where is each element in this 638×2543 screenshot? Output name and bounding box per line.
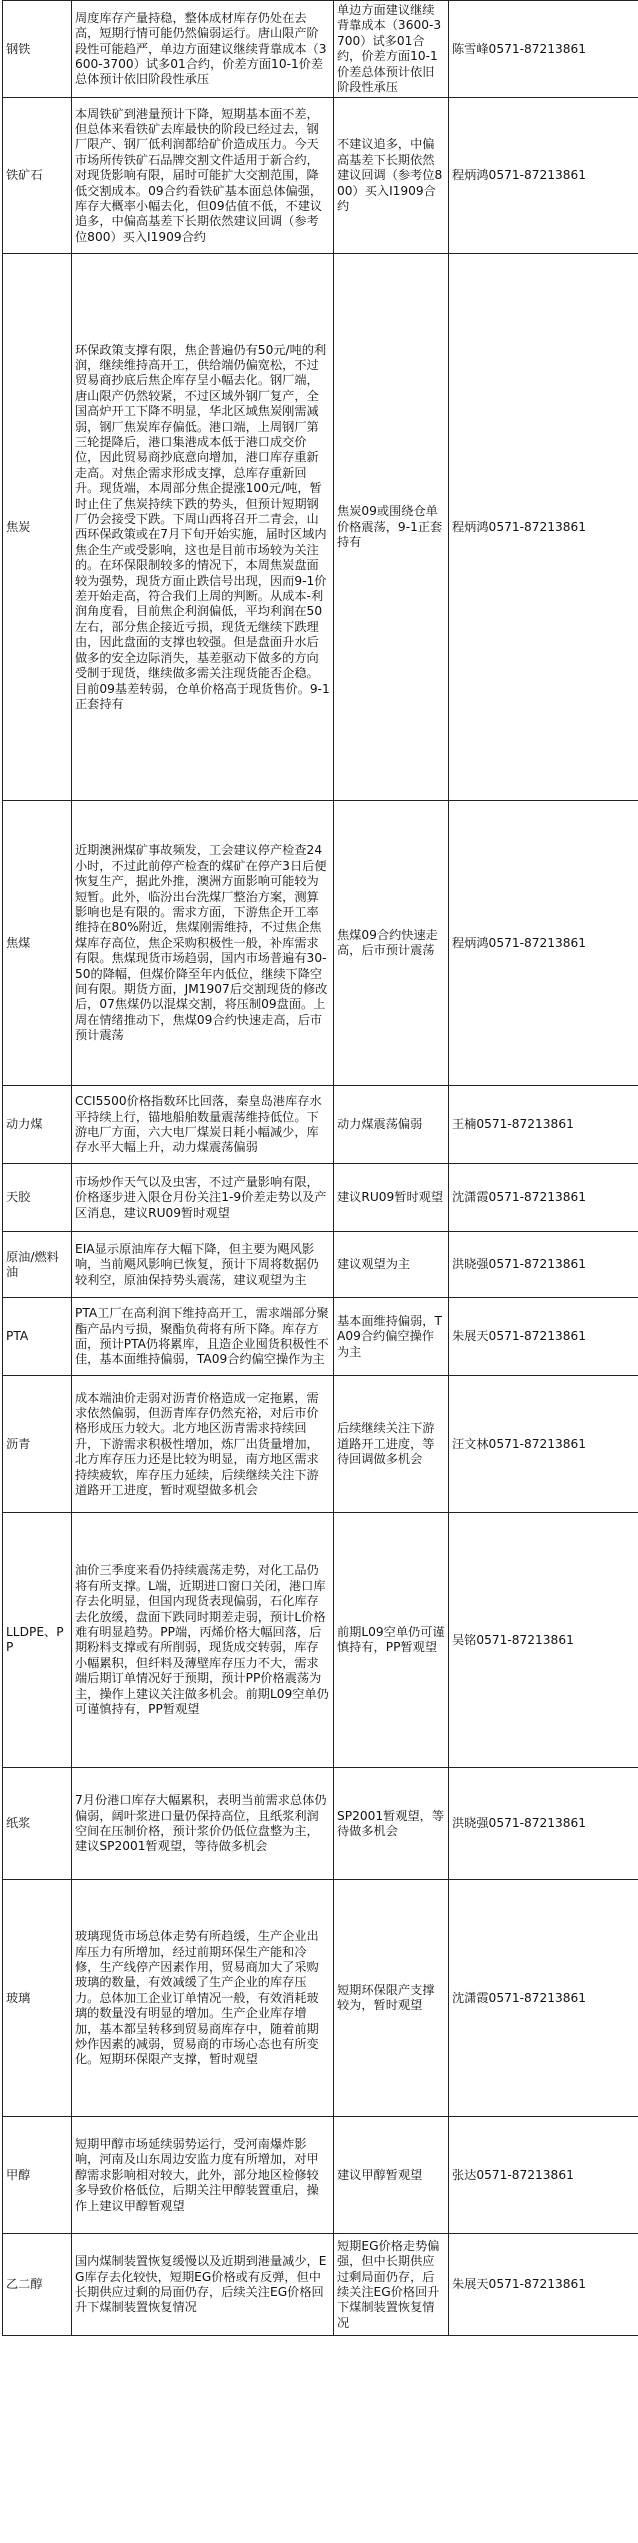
table-row [3, 1, 638, 98]
analyst-cell: 程炳鸿0571-87213861 [449, 254, 638, 801]
table-row [3, 1232, 638, 1298]
strategy-table [2, 0, 638, 2336]
analyst-cell: 吴铭0571-87213861 [449, 1513, 638, 1768]
strategy-cell: 短期EG价格走势偏强，但中长期供应过剩局面仍存，后续关注EG价格回升下煤制装置恢复情况 [334, 2234, 449, 2336]
analysis-cell: 油价三季度来看仍持续震荡走势，对化工品仍将有所支撑。L端，近期进口窗口关闭，港口库存去化明显，但国内现货表现偏弱，石化库存去化放缓，盘面下跌同时期差走弱，预计L价格难有明显趋势。PP端，丙烯价格大幅回落，后期粉料支撑或有所削弱，现货成交转弱，库存小幅累积，但纤料及薄壁库存压力不大，需求端后期订单情况好于预期，预计PP价格震荡为主，操作上建议关注做多机会。前期L09空单仍可谨慎持有，PP暂观望 [72, 1513, 334, 1768]
commodity-cell: 铁矿石 [3, 98, 72, 254]
analyst-cell: 张达0571-87213861 [449, 2117, 638, 2234]
strategy-cell: 焦煤09合约快速走高，后市预计震荡 [334, 801, 449, 1086]
analyst-cell: 朱展天0571-87213861 [449, 2234, 638, 2336]
table-row [3, 1376, 638, 1513]
commodity-cell: PTA [3, 1298, 72, 1376]
analysis-cell: 环保政策支撑有限，焦企普遍仍有50元/吨的利润，继续维持高开工，供给端仍偏宽松，不过贸易商抄底后焦企库存呈小幅去化。钢厂端，唐山限产仍然较紧，不过区域外钢厂复产，全国高炉开工下降不明显，华北区域焦炭刚需减弱，钢厂焦炭库存偏低。港口端，上周钢厂第三轮提降后，港口集港成本低于港口成交价位，因此贸易商抄底意向增加，港口库存重新走高。对焦企需求形成支撑，总库存重新回升。现货端，本周部分焦企提涨100元/吨，暂时止住了焦炭持续下跌的势头，但预计短期钢厂仍会接受下跌。下周山西将召开二青会，山西环保政策或在7月下旬开始实施，届时区域内焦企生产或受影响，这也是目前市场较为关注的。在环保限制较多的情况下，本周焦炭盘面较为强势，现货方面止跌信号出现，因而9-1价差开始走高，符合我们上周的判断。从成本-利润角度看，目前焦企利润偏低，平均利润在50左右，部分焦企接近亏损，现货无继续下跌理由，因此盘面的支撑也较强。但是盘面升水后做多的安全边际消失，基差驱动下做多的方向受制于现货，继续做多需关注现货能否企稳。目前09基差转弱，仓单价格高于现货售价。9-1正套持有 [72, 254, 334, 801]
strategy-cell: 单边方面建议继续背靠成本（3600-3700）试多01合约，价差方面10-1价差总体预计依旧阶段性承压 [334, 1, 449, 98]
commodity-cell: 动力煤 [3, 1086, 72, 1164]
table-row [3, 2117, 638, 2234]
analysis-cell: CCI5500价格指数环比回落，秦皇岛港库存水平持续上行，锚地船舶数量震荡维持低位。下游电厂方面，六大电厂煤炭日耗小幅减少，库存水平大幅上升，动力煤震荡偏弱 [72, 1086, 334, 1164]
analysis-cell: 周度库存产量持稳，整体成材库存仍处在去高，短期行情可能仍然偏弱运行。唐山限产阶段性可能趋严，单边方面建议继续背靠成本（3600-3700）试多01合约，价差方面10-1价差总体预计依旧阶段性承压 [72, 1, 334, 98]
analyst-cell: 洪晓强0571-87213861 [449, 1768, 638, 1880]
strategy-cell: 基本面维持偏弱，TA09合约偏空操作为主 [334, 1298, 449, 1376]
table-row [3, 254, 638, 801]
strategy-cell: 焦炭09或围绕仓单价格震荡，9-1正套持有 [334, 254, 449, 801]
analysis-cell: 成本端油价走弱对沥青价格造成一定拖累，需求依然偏弱，但沥青库存仍然充裕，对后市价格形成压力较大。北方地区沥青需求持续回升，下游需求积极性增加，炼厂出货量增加，北方库存压力还是比较为明显，南方地区需求持续疲软，库存压力延续，后续继续关注下游道路开工进度，暂时观望做多机会 [72, 1376, 334, 1513]
table-row [3, 801, 638, 1086]
analyst-cell: 洪晓强0571-87213861 [449, 1232, 638, 1298]
analyst-cell: 程炳鸿0571-87213861 [449, 98, 638, 254]
commodity-cell: 焦炭 [3, 254, 72, 801]
strategy-cell: SP2001暂观望，等待做多机会 [334, 1768, 449, 1880]
table-row [3, 98, 638, 254]
strategy-cell: 前期L09空单仍可谨慎持有，PP暂观望 [334, 1513, 449, 1768]
commodity-cell: 纸浆 [3, 1768, 72, 1880]
table-row [3, 1880, 638, 2117]
analyst-cell: 沈潇霞0571-87213861 [449, 1164, 638, 1232]
strategy-cell: 不建议追多，中偏高基差下长期依然建议回调（参考位800）买入I1909合约 [334, 98, 449, 254]
analysis-cell: 玻璃现货市场总体走势有所趋缓，生产企业出库压力有所增加，经过前期环保生产能和冷修，生产线停产因素作用，贸易商加大了采购玻璃的数量，有效减缓了生产企业的库存压力。总体加工企业订单情况一般，有效消耗玻璃的数量没有明显的增加。生产企业库存增加，基本都呈转移到贸易商库存中，随着前期炒作因素的减弱，贸易商的市场心态也有所变化。短期环保限产支撑，暂时观望 [72, 1880, 334, 2117]
table-row [3, 1086, 638, 1164]
analysis-cell: 国内煤制装置恢复缓慢以及近期到港量减少，EG库存去化较快，短期EG价格或有反弹，但中长期供应过剩的局面仍存，后续关注EG价格回升下煤制装置恢复情况 [72, 2234, 334, 2336]
commodity-cell: 玻璃 [3, 1880, 72, 2117]
commodity-cell: 原油/燃料油 [3, 1232, 72, 1298]
analysis-cell: 近期澳洲煤矿事故频发，工会建议停产检查24小时，不过此前停产检查的煤矿在停产3日后便恢复生产，据此外推，澳洲方面影响可能较为短暂。此外，临汾出台洗煤厂整治方案，测算影响也是有限的。需求方面，下游焦企开工率维持在80%附近，焦煤刚需维持，不过焦企焦煤库存高位，焦企采购积极性一般，补库需求有限。焦煤现货市场趋弱，国内市场普遍有30-50的降幅，但煤价降至年内低位，继续下降空间有限。期货方面，JM1907后交割现货的修改后，07焦煤仍以混煤交割，将压制09盘面。上周在情绪推动下，焦煤09合约快速走高，后市预计震荡 [72, 801, 334, 1086]
strategy-cell: 建议观望为主 [334, 1232, 449, 1298]
commodity-cell: 甲醇 [3, 2117, 72, 2234]
commodity-cell: 天胶 [3, 1164, 72, 1232]
table-row [3, 1298, 638, 1376]
table-row [3, 1768, 638, 1880]
table-row [3, 1513, 638, 1768]
analyst-cell: 汪文林0571-87213861 [449, 1376, 638, 1513]
table-row [3, 1164, 638, 1232]
analysis-cell: 短期甲醇市场延续弱势运行，受河南爆炸影响，河南及山东周边安监力度有所增加，对甲醇需求影响相对较大，此外，部分地区检修较多导致价格低位，后期关注甲醇装置重启，操作上建议甲醇暂观望 [72, 2117, 334, 2234]
strategy-cell: 建议甲醇暂观望 [334, 2117, 449, 2234]
analysis-cell: PTA工厂在高利润下维持高开工，需求端部分聚酯产品内亏损，聚酯负荷将有所下降。库存方面，预计PTA仍将累库，且造企业囤货积极性不佳，基本面维持偏弱，TA09合约偏空操作为主 [72, 1298, 334, 1376]
analyst-cell: 沈潇霞0571-87213861 [449, 1880, 638, 2117]
analysis-cell: 市场炒作天气以及虫害，不过产量影响有限，价格逐步进入限仓月份关注1-9价差走势以及产区消息，建议RU09暂时观望 [72, 1164, 334, 1232]
analysis-cell: EIA显示原油库存大幅下降，但主要为飓风影响，当前飓风影响已恢复，预计下周将数据仍较利空，原油保持势头震荡，建议观望为主 [72, 1232, 334, 1298]
analysis-cell: 7月份港口库存大幅累积，表明当前需求总体仍偏弱，阔叶浆进口量仍保持高位，且纸浆利润空间在压制价格，预计浆价仍低位盘整为主，建议SP2001暂观望，等待做多机会 [72, 1768, 334, 1880]
strategy-cell: 后续继续关注下游道路开工进度，等待回调做多机会 [334, 1376, 449, 1513]
commodity-cell: 沥青 [3, 1376, 72, 1513]
commodity-cell: 乙二醇 [3, 2234, 72, 2336]
table-row [3, 2234, 638, 2336]
strategy-cell: 动力煤震荡偏弱 [334, 1086, 449, 1164]
analyst-cell: 程炳鸿0571-87213861 [449, 801, 638, 1086]
analyst-cell: 陈雪峰0571-87213861 [449, 1, 638, 98]
analysis-cell: 本周铁矿到港量预计下降，短期基本面不差，但总体来看铁矿去库最快的阶段已经过去，钢厂限产、钢厂低利润都给矿价造成压力。今天市场所传铁矿石品牌交割文件适用于新合约，对现货影响有限，届时可能扩大交割范围，降低交割成本。09合约看铁矿基本面总体偏强，库存大概率小幅去化，但09估值不低，不建议追多，中偏高基差下长期依然建议回调（参考位800）买入I1909合约 [72, 98, 334, 254]
analyst-cell: 朱展天0571-87213861 [449, 1298, 638, 1376]
commodity-cell: 钢铁 [3, 1, 72, 98]
analyst-cell: 王楠0571-87213861 [449, 1086, 638, 1164]
commodity-cell: 焦煤 [3, 801, 72, 1086]
strategy-cell: 短期环保限产支撑较为，暂时观望 [334, 1880, 449, 2117]
commodity-cell: LLDPE、PP [3, 1513, 72, 1768]
strategy-cell: 建议RU09暂时观望 [334, 1164, 449, 1232]
